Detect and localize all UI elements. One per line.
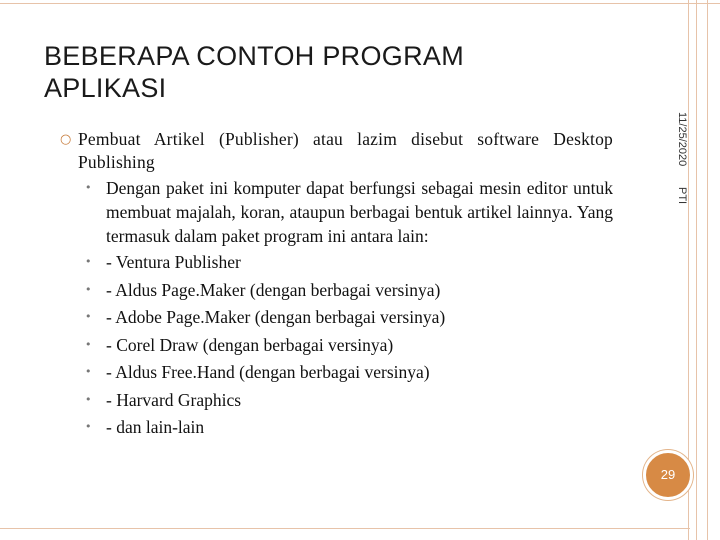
- list-item: [60, 414, 613, 441]
- dot-bullet-icon: •: [85, 181, 92, 194]
- list-item-text: - Adobe Page.Maker (dengan berbagai versinya): [106, 307, 446, 327]
- bullet-heading-text: Pembuat Artikel (Publisher) atau lazim disebut software Desktop Publishing: [78, 129, 613, 172]
- list-item-text: - dan lain-lain: [106, 417, 205, 437]
- sub-bullet-intro-text: Dengan paket ini komputer dapat berfungsi sebagai mesin editor untuk membuat majalah, koran, ataupun berbagai bentuk artikel lainnya. Yang termasuk dalam paket program ini antara lain:: [106, 178, 613, 246]
- footer-label-text: PTI: [676, 187, 688, 205]
- slide-title: BEBERAPA CONTOH PROGRAM APLIKASI: [44, 41, 464, 103]
- list-item: [60, 304, 613, 331]
- top-border-line: [0, 3, 720, 4]
- right-border-line-3: [707, 0, 708, 540]
- slide-date-text: 11/25/2020: [676, 112, 688, 167]
- dot-bullet-icon: •: [85, 255, 92, 268]
- page-number-badge: [643, 450, 693, 500]
- right-border-line-2: [696, 0, 697, 540]
- page-number: 29: [660, 467, 676, 482]
- dot-bullet-icon: •: [85, 392, 92, 406]
- list-item-text: - Aldus Page.Maker (dengan berbagai versinya): [106, 279, 441, 300]
- slide-date: [668, 112, 688, 182]
- list-item: [60, 277, 613, 304]
- dot-bullet-icon: •: [85, 282, 92, 296]
- slide-content: [60, 128, 613, 441]
- list-item-text: - Harvard Graphics: [106, 389, 242, 410]
- list-item: [60, 249, 613, 276]
- list-item: [60, 387, 613, 414]
- list-item-text: - Corel Draw (dengan berbagai versinya): [106, 334, 394, 355]
- bottom-border-line: [0, 528, 690, 529]
- dot-bullet-icon: •: [85, 337, 92, 351]
- bullet-heading: [60, 128, 613, 174]
- list-item-text: - Aldus Free.Hand (dengan berbagai versinya): [106, 362, 430, 382]
- list-item: [60, 332, 613, 359]
- dot-bullet-icon: •: [85, 365, 92, 378]
- dot-bullet-icon: •: [85, 310, 92, 323]
- list-item: [60, 359, 613, 386]
- list-item-text: - Ventura Publisher: [106, 252, 241, 272]
- dot-bullet-icon: •: [85, 420, 92, 433]
- footer-label: [668, 187, 688, 217]
- sub-bullet-intro: [60, 176, 613, 248]
- circle-bullet-icon: ○: [60, 132, 72, 147]
